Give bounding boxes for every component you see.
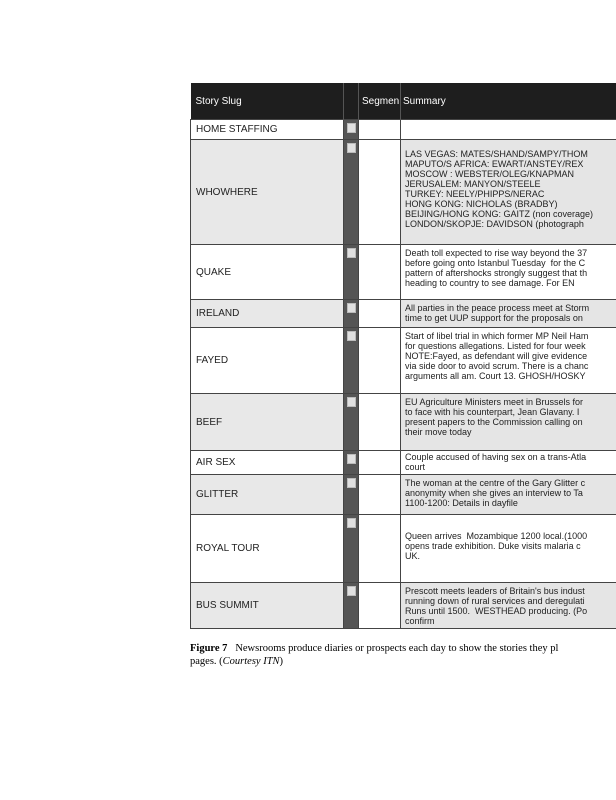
- caption-text: Newsrooms produce diaries or prospects each day to show the stories they pl: [235, 643, 559, 654]
- story-summary: [401, 120, 616, 140]
- story-slug: HOME STAFFING: [191, 120, 344, 140]
- segment-cell: [359, 515, 401, 583]
- table-row: [191, 120, 616, 140]
- diary-figure: [190, 83, 616, 630]
- story-summary: Couple accused of having sex on a trans-Atla court: [401, 451, 616, 475]
- story-slug: AIR SEX: [191, 451, 344, 475]
- document-icon: [347, 123, 356, 133]
- story-summary: Start of libel trial in which former MP Neil Ham for questions allegations. Listed for four week NOTE:Fayed, as defendant will give evidence via side door to avoid scrum. There is a chanc arguments all am. Court 13. GHOSH/HOSKY: [401, 328, 616, 394]
- story-slug: FAYED: [191, 328, 344, 394]
- document-icon: [347, 331, 356, 341]
- story-summary: Death toll expected to rise way beyond the 37 before going onto Istanbul Tuesday for the C pattern of aftershocks strongly suggest that th heading to country to see damage. For EN: [401, 245, 616, 300]
- story-summary: Queen arrives Mozambique 1200 local.(1000 opens trade exhibition. Duke visits malaria c UK.: [401, 515, 616, 583]
- segment-cell: [359, 475, 401, 515]
- table-row: [191, 140, 616, 245]
- document-icon: [347, 478, 356, 488]
- story-slug: BUS SUMMIT: [191, 583, 344, 629]
- story-summary: All parties in the peace process meet at Storm time to get UUP support for the proposals on: [401, 300, 616, 328]
- story-slug: QUAKE: [191, 245, 344, 300]
- story-slug: IRELAND: [191, 300, 344, 328]
- table-row: [191, 515, 616, 583]
- caption-line-1: [190, 642, 616, 655]
- story-summary: LAS VEGAS: MATES/SHAND/SAMPY/THOM MAPUTO/S AFRICA: EWART/ANSTEY/REX MOSCOW : WEBSTER/OLEG/KNAPMAN JERUSALEM: MANYON/STEELE TURKEY: NEELY/PHIPPS/NERAC HONG KONG: NICHOLAS (BRADBY) BEIJING/HONG KONG: GAITZ (non coverage) LONDON/SKOPJE: DAVIDSON (photograph: [401, 140, 616, 245]
- story-slug: BEEF: [191, 394, 344, 451]
- story-summary: The woman at the centre of the Gary Glitter c anonymity when she gives an interview to Ta 1100-1200: Details in dayfile: [401, 475, 616, 515]
- figure-label: Figure 7: [190, 643, 228, 654]
- table-row: [191, 245, 616, 300]
- segment-cell: [359, 583, 401, 629]
- table-row: [191, 328, 616, 394]
- document-icon: [347, 248, 356, 258]
- caption-text-end: ): [279, 656, 284, 667]
- segment-cell: [359, 451, 401, 475]
- table-row: [191, 583, 616, 629]
- story-slug: WHOWHERE: [191, 140, 344, 245]
- segment-cell: [359, 394, 401, 451]
- story-slug: GLITTER: [191, 475, 344, 515]
- segment-cell: [359, 245, 401, 300]
- document-icon: [347, 454, 356, 464]
- table-row: [191, 475, 616, 515]
- story-summary: EU Agriculture Ministers meet in Brussels for to face with his counterpart, Jean Glavany. I present papers to the Commission calling on their move today: [401, 394, 616, 451]
- segment-cell: [359, 300, 401, 328]
- segment-cell: [359, 328, 401, 394]
- document-icon: [347, 397, 356, 407]
- header-story-slug: Story Slug: [191, 83, 344, 120]
- document-icon: [347, 143, 356, 153]
- header-summary: Summary: [401, 83, 616, 120]
- segment-cell: [359, 120, 401, 140]
- caption-line-2: [190, 655, 616, 668]
- table-row: [191, 394, 616, 451]
- document-icon: [347, 518, 356, 528]
- table-row: [191, 451, 616, 475]
- figure-caption: [190, 642, 616, 668]
- caption-courtesy: Courtesy ITN: [222, 656, 280, 667]
- header-icon-column: [344, 83, 359, 120]
- table-row: [191, 300, 616, 328]
- segment-cell: [359, 140, 401, 245]
- story-summary: Prescott meets leaders of Britain's bus indust running down of rural services and deregulati Runs until 1500. WESTHEAD producing. (Po confirm: [401, 583, 616, 629]
- story-diary-table: [190, 83, 616, 629]
- header-segment: Segmen: [359, 83, 401, 120]
- document-icon: [347, 303, 356, 313]
- document-icon: [347, 586, 356, 596]
- header-row: [191, 83, 616, 120]
- caption-text-continued: pages. (: [190, 656, 223, 667]
- story-slug: ROYAL TOUR: [191, 515, 344, 583]
